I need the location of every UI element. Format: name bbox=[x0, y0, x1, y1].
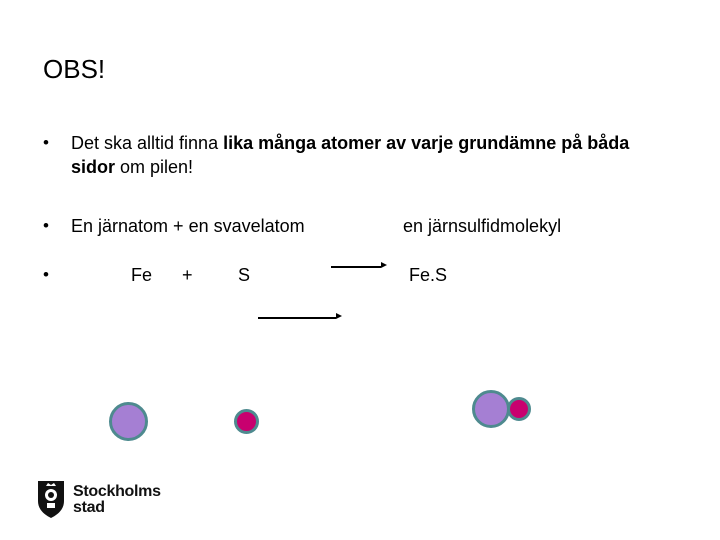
iron-atom bbox=[109, 402, 148, 441]
sulfur-atom-in-molecule bbox=[507, 397, 531, 421]
reaction-arrow-top bbox=[331, 266, 381, 268]
sulfur-atom bbox=[234, 409, 259, 434]
iron-atom-in-molecule bbox=[472, 390, 510, 428]
bullet-marker-3: • bbox=[43, 265, 49, 284]
logo-line-1: Stockholms bbox=[73, 483, 161, 500]
logo-line-2: stad bbox=[73, 499, 105, 516]
slide-title: OBS! bbox=[43, 54, 106, 84]
fes-product: Fe.S bbox=[409, 265, 448, 285]
bullet-2-right-text: en järnsulfidmolekyl bbox=[403, 216, 562, 236]
bullet-1-part1: Det ska alltid finna bbox=[71, 133, 224, 153]
plus-sign: + bbox=[182, 265, 193, 285]
bullet-text-1 bbox=[71, 131, 651, 179]
bullet-1-part2: om pilen! bbox=[115, 157, 194, 177]
s-symbol: S bbox=[238, 265, 251, 285]
bullet-2-left-text: En järnatom + en svavelatom bbox=[71, 216, 305, 236]
city-crest-icon bbox=[37, 479, 65, 519]
bullet-1-bold: lika många atomer av varje grundämne på båda sidor bbox=[71, 133, 630, 177]
reaction-arrow-bottom bbox=[258, 317, 336, 319]
fe-symbol: Fe bbox=[131, 265, 153, 285]
bullet-marker-2: • bbox=[43, 216, 49, 235]
bullet-marker-1: • bbox=[43, 133, 49, 152]
